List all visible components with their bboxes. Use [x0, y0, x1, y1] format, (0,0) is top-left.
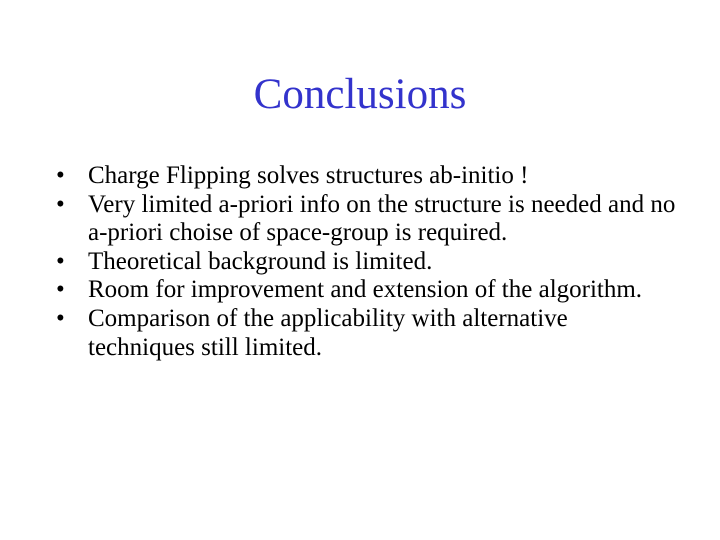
bullet-text: Charge Flipping solves structures ab-initio ! [88, 162, 529, 189]
bullet-item-2 [56, 191, 676, 248]
slide-title: Conclusions [253, 71, 467, 118]
bullet-icon: • [56, 304, 65, 332]
bullet-text: Theoretical background is limited. [88, 247, 433, 275]
bullet-list [56, 162, 676, 362]
bullet-icon: • [56, 190, 65, 218]
bullet-item-4 [56, 276, 676, 305]
bullet-text: Room for improvement and extension of the algorithm. [88, 276, 643, 304]
bullet-icon: • [56, 162, 65, 189]
bullet-item-1 [56, 162, 676, 191]
bullet-icon: • [56, 247, 65, 275]
bullet-text: Comparison of the applicability with alternative techniques still limited. [88, 304, 568, 361]
bullet-icon: • [56, 276, 65, 304]
bullet-item-3 [56, 248, 676, 277]
bullet-text: Very limited a-priori info on the structure is needed and no a-priori choise of space-group is required. [88, 190, 676, 247]
bullet-item-5 [56, 305, 676, 362]
